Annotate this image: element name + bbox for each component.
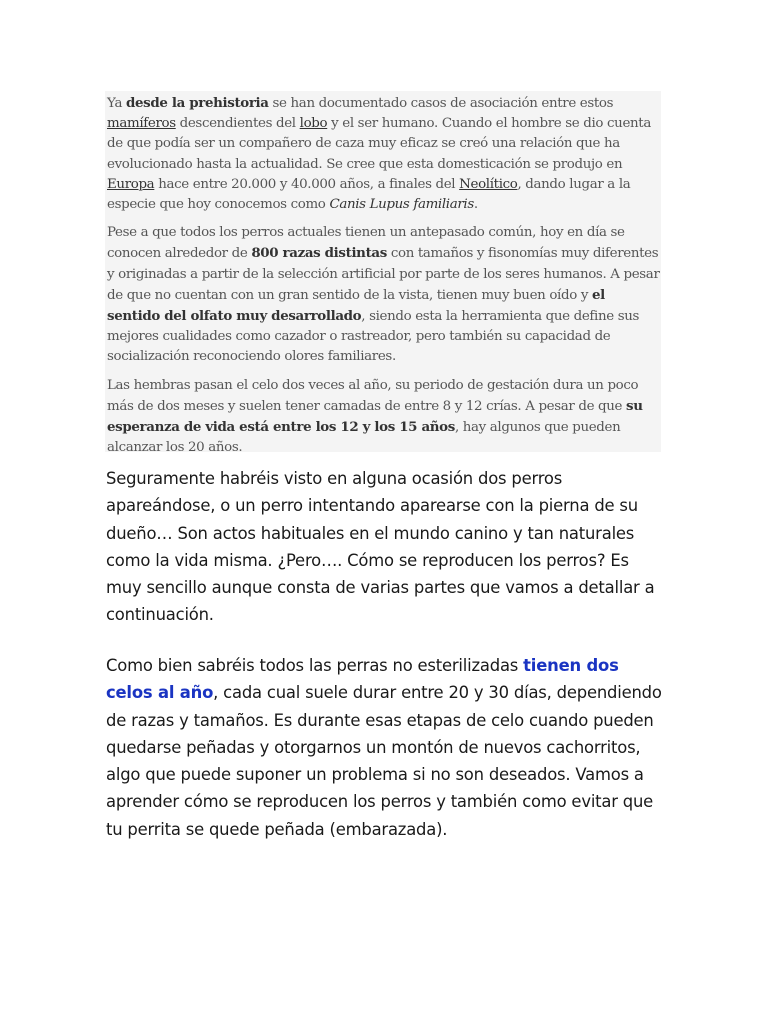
quote-paragraph-lifespan: Las hembras pasan el celo dos veces al año, su periodo de gestación dura un poco más de dos meses y suelen tener camadas de entre 8 y 12 crías. A pesar de que su esperanza de vida está entre los 12 y los 15 años, hay algunos que pueden alcanzar los 20 años. [107, 377, 643, 456]
body-paragraph-intro: Seguramente habréis visto en alguna ocasión dos perros apareándose, o un perro intentando aparearse con la pierna de su dueño… Son actos habituales en el mundo canino y tan naturales como la vida misma. ¿Pero…. Cómo se reproducen los perros? Es muy sencillo aunque consta de varias partes que vamos a detallar a continuación. [106, 469, 655, 625]
quote-paragraph-breeds: Pese a que todos los perros actuales tienen un antepasado común, hoy en día se conocen alrededor de 800 razas distintas con tamaños y fisonomías muy diferentes y originadas a partir de la selección artificial por parte de los seres humanos. A pesar de que no cuentan con un gran sentido de la vista, tienen muy buen oído y el sentido del olfato muy desarrollado, siendo esta la herramienta que define sus mejores cualidades como cazador o rastreador, pero también su capacidad de socialización reconociendo olores familiares. [107, 225, 660, 365]
link-lobo[interactable]: lobo [299, 116, 328, 132]
quoted-excerpt [105, 91, 661, 456]
bold-phrase: su esperanza de vida está entre los 12 y los 15 años [107, 397, 643, 436]
link-mamiferos[interactable]: mamíferos [107, 116, 176, 132]
species-name: Canis Lupus familiaris [329, 197, 474, 213]
link-europa[interactable]: Europa [107, 176, 155, 192]
bold-phrase: 800 razas distintas [251, 245, 387, 262]
body-paragraph-heat-cycles: Como bien sabréis todos las perras no esterilizadas tienen dos celos al año, cada cual suele durar entre 20 y 30 días, dependiendo de razas y tamaños. Es durante esas etapas de celo cuando pueden quedarse peñadas y otorgarnos un montón de nuevos cachorritos, algo que puede suponer un problema si no son deseados. Vamos a aprender cómo se reproducen los perros y también como evitar que tu perrita se quede peñada (embarazada). [106, 656, 662, 839]
bold-phrase: el sentido del olfato muy desarrollado [107, 286, 605, 325]
bold-phrase: desde la prehistoria [126, 95, 269, 111]
link-tienen-dos-celos[interactable]: tienen dos celos al año [106, 656, 619, 703]
quote-paragraph-prehistory: Ya desde la prehistoria se han documentado casos de asociación entre estos mamíferos descendientes del lobo y el ser humano. Cuando el hombre se dio cuenta de que podía ser un compañero de caza muy eficaz se creó una relación que ha evolucionado hasta la actualidad. Se cree que esta domesticación se produjo en Europa hace entre 20.000 y 40.000 años, a finales del Neolítico, dando lugar a la especie que hoy conocemos como Canis Lupus familiaris. [107, 95, 651, 213]
link-neolitico[interactable]: Neolítico [459, 176, 518, 192]
